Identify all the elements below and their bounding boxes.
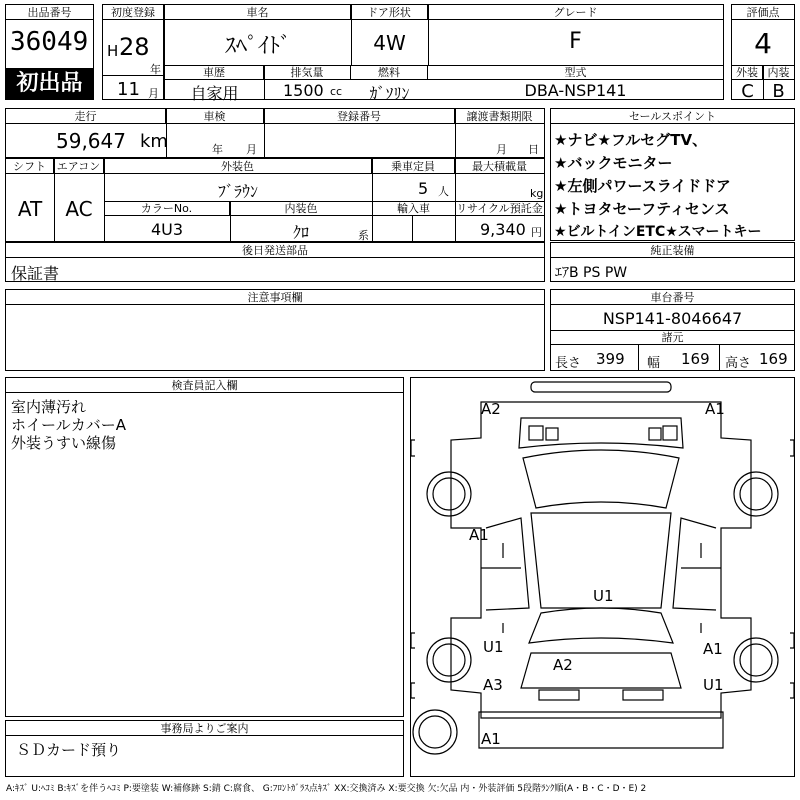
parts-box [5, 242, 545, 282]
mileage-unit: km [140, 131, 168, 152]
equipment-box [550, 242, 795, 282]
notes-label: 注意事項欄 [6, 290, 544, 305]
ext-color-label: 外装色 [104, 159, 372, 174]
sales-point: ★バックモニター [554, 154, 673, 172]
equipment-value: ｴｱB PS PW [555, 265, 628, 281]
recycle-label: リサイクル預託金 [456, 202, 543, 215]
damage-mark: A1 [469, 526, 489, 544]
damage-mark: U1 [703, 676, 724, 694]
car-outline-diagram [411, 378, 794, 776]
recycle: 9,340 [480, 220, 526, 239]
import-label: 輸入車 [372, 201, 455, 216]
parts-value: 保証書 [11, 264, 60, 283]
door-type: 4W [373, 31, 406, 55]
int-color: ｸﾛ [292, 223, 309, 242]
parts-label: 後日発送部品 [6, 243, 544, 258]
model-label: 型式 [428, 65, 723, 80]
sales-point: ★ビルトインETC★スマートキー [554, 224, 762, 240]
capacity-label: 乗車定員 [372, 159, 455, 174]
height: 169 [759, 350, 788, 368]
spec-section [5, 158, 545, 242]
damage-mark: A1 [705, 400, 725, 418]
chassis-box [550, 289, 795, 371]
shift-label: シフト [6, 159, 54, 174]
legend: A:ｷｽﾞ U:ﾍｺﾐ B:ｷｽﾞを伴うﾍｺﾐ P:要塗装 W:補修跡 S:錆 C:腐食、 G:ﾌﾛﾝﾄｶﾞﾗｽ点ｷｽﾞ XX:交換済み X:要交換 欠:欠品 内・外装評価 5段階ﾗﾝｸ順(A・B・C・D・E) 2 [6, 784, 647, 794]
inspection-label: 車検 [166, 109, 264, 124]
width-label: 幅 [647, 356, 661, 371]
length: 399 [596, 350, 625, 368]
ext-color: ﾌﾞﾗｳﾝ [217, 182, 258, 201]
load-unit: kg [530, 187, 544, 200]
transfer-day: 日 [528, 143, 539, 156]
inspector-label: 検査員記入欄 [6, 378, 403, 393]
sales-points-label: セールスポイント [551, 109, 794, 124]
inspection-month: 月 [246, 143, 257, 156]
sales-point: ★ナビ★フルセグTV、 [554, 131, 708, 149]
fuel: ｶﾞｿﾘﾝ [369, 84, 410, 103]
door-label: ドア形状 [351, 5, 428, 20]
grade: F [569, 29, 582, 54]
load-label: 最大積載量 [455, 159, 544, 174]
ext-grade: C [741, 81, 754, 102]
damage-mark: U1 [483, 638, 504, 656]
inspector-note: ホイールカバーA [11, 416, 126, 434]
width: 169 [681, 350, 710, 368]
capacity-unit: 人 [438, 185, 449, 198]
mileage: 59,647 [56, 129, 126, 153]
sales-point: ★トヨタセーフティセンス [554, 200, 730, 218]
inspector-note: 室内薄汚れ [11, 398, 87, 416]
history: 自家用 [190, 84, 239, 103]
sales-point: ★左側パワースライドドア [554, 177, 731, 195]
inspection-year: 年 [212, 143, 223, 156]
score-label: 評価点 [732, 5, 794, 20]
damage-mark: A2 [481, 400, 501, 418]
main-info-box [164, 4, 724, 103]
office-label: 事務局よりご案内 [6, 721, 403, 736]
displacement: 1500 [283, 81, 324, 100]
office-note: ＳＤカード預り [16, 741, 122, 759]
damage-mark: A3 [483, 676, 503, 694]
dimensions-label: 諸元 [551, 330, 794, 345]
damage-mark: U1 [593, 587, 614, 605]
reg-year: 28 [119, 33, 150, 61]
office-box [5, 720, 404, 777]
ext-label: 外装 [732, 65, 763, 80]
int-color-unit: 系 [358, 229, 369, 242]
damage-mark: A2 [553, 656, 573, 674]
int-label: 内装 [763, 65, 794, 80]
mileage-label: 走行 [6, 109, 166, 124]
chassis-label: 車台番号 [551, 290, 794, 305]
notes-box [5, 289, 545, 371]
transfer-month: 月 [496, 143, 507, 156]
chassis-number: NSP141-8046647 [602, 309, 743, 328]
shift: AT [17, 197, 43, 221]
regno-label: 登録番号 [264, 109, 455, 124]
int-grade: B [772, 81, 785, 102]
first-listing-badge: 初出品 [6, 68, 93, 99]
ac-label: エアコン [54, 159, 104, 174]
recycle-unit: 円 [531, 226, 542, 239]
inspector-note: 外装うすい線傷 [11, 434, 117, 452]
height-label: 高さ [725, 356, 752, 371]
color-no: 4U3 [150, 220, 184, 239]
length-label: 長さ [555, 356, 582, 371]
damage-mark: A1 [703, 640, 723, 658]
reg-month: 11 [117, 79, 140, 100]
equipment-label: 純正装備 [551, 243, 794, 258]
car-name: ｽﾍﾟｲﾄﾞ [224, 34, 291, 59]
lot-number: 36049 [10, 27, 89, 57]
history-label: 車歴 [165, 65, 264, 80]
registration-box [102, 4, 164, 100]
int-color-label: 内装色 [230, 201, 372, 216]
grade-label: グレード [428, 5, 723, 20]
era: H [107, 42, 119, 60]
registration-label: 初度登録 [103, 5, 163, 20]
ac: AC [65, 197, 93, 221]
lot-label: 出品番号 [6, 5, 93, 20]
transfer-label: 譲渡書類期限 [455, 109, 544, 124]
displacement-label: 排気量 [264, 65, 351, 80]
car-name-label: 車名 [165, 5, 351, 20]
year-unit: 年 [150, 63, 161, 76]
damage-diagram [410, 377, 795, 777]
score: 4 [754, 27, 772, 60]
month-unit: 月 [148, 87, 159, 100]
inspector-box [5, 377, 404, 717]
displacement-unit: cc [330, 85, 343, 98]
lot-box [5, 4, 94, 100]
color-no-label: カラーNo. [104, 201, 230, 216]
fuel-label: 燃料 [351, 65, 428, 80]
damage-mark: A1 [481, 730, 501, 748]
score-box [731, 4, 795, 100]
sales-points-box [550, 108, 795, 241]
mileage-section [5, 108, 545, 158]
model: DBA-NSP141 [524, 81, 627, 100]
capacity: 5 [418, 179, 429, 198]
